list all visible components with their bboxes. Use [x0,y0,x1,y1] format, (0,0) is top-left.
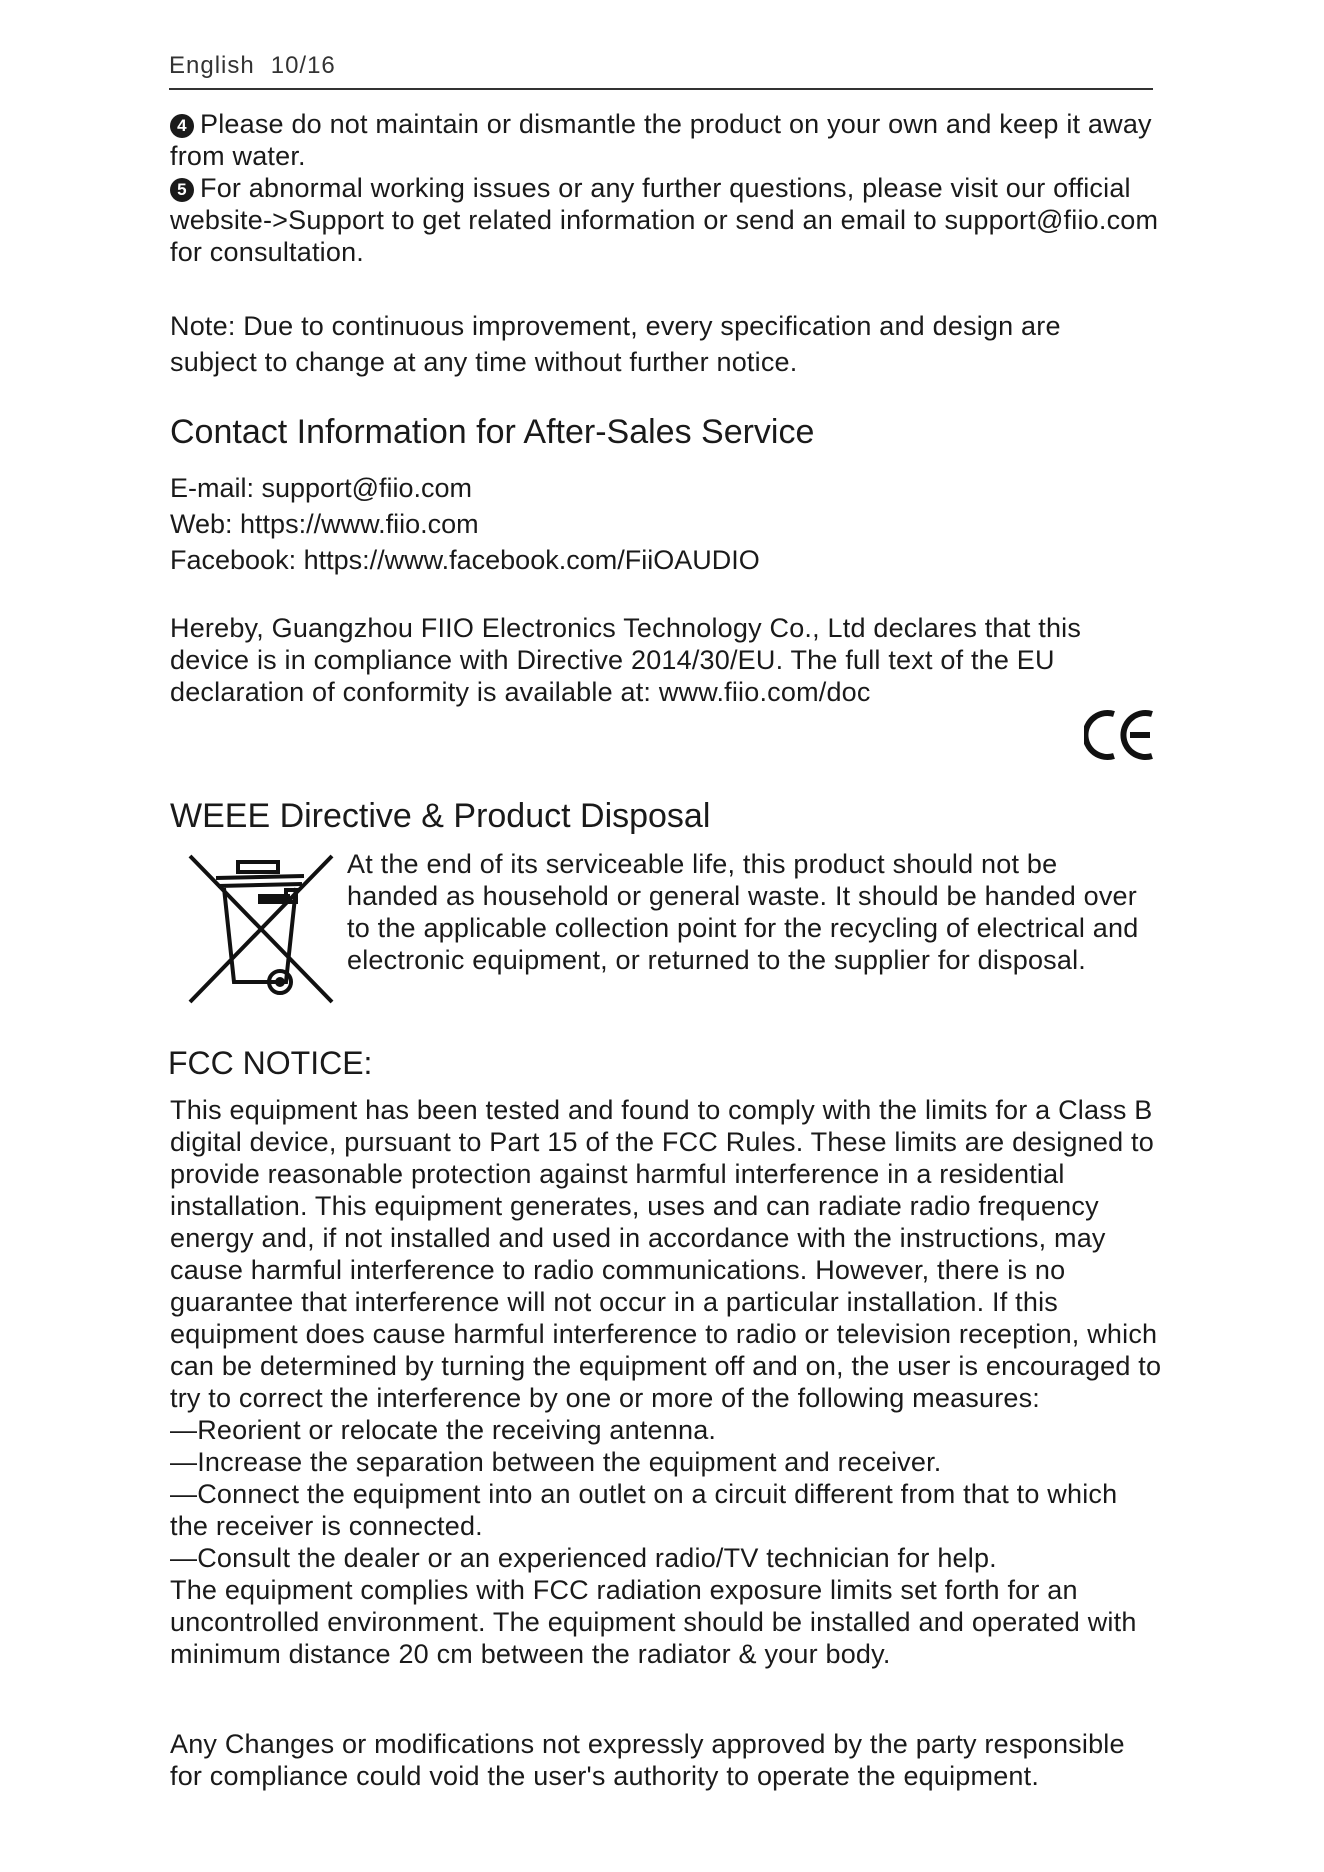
header-page-number: 10/16 [270,52,336,79]
fcc-changes-warning: Any Changes or modifications not expressly approved by the party responsible for compliance could void the user's authority to operate the equipment. [170,1729,1125,1791]
fcc-measure-2: —Increase the separation between the equipment and receiver. [170,1447,942,1477]
note-text-4: Please do not maintain or dismantle the product on your own and keep it away from water. [170,109,1152,171]
fcc-measure-3: —Connect the equipment into an outlet on a circuit different from that to which the receiver is connected. [170,1479,1118,1541]
fcc-measure-4: —Consult the dealer or an experienced radio/TV technician for help. [170,1543,997,1573]
note-item-5 [170,172,1160,268]
eu-declaration: Hereby, Guangzhou FIIO Electronics Technology Co., Ltd declares that this device is in compliance with Directive 2014/30/EU. The full text of the EU declaration of conformity is available at: www.fiio.com/doc [170,613,1082,707]
contact-section-title: Contact Information for After-Sales Service [170,413,815,451]
contact-facebook: Facebook: https://www.facebook.com/FiiOAUDIO [170,545,760,575]
number-5-badge: 5 [170,178,194,202]
number-4-badge: 4 [170,114,194,138]
fcc-measure-1: —Reorient or relocate the receiving antenna. [170,1415,717,1445]
fcc-intro: This equipment has been tested and found to comply with the limits for a Class B digital device, pursuant to Part 15 of the FCC Rules. These limits are designed to provide reasonable protection against harmful interference in a residential installation. This equipment generates, uses and can radiate radio frequency energy and, if not installed and used in accordance with the instructions, may cause harmful interference to radio communications. However, there is no guarantee that interference will not occur in a particular installation. If this equipment does cause harmful interference to radio or television reception, which can be determined by turning the equipment off and on, the user is encouraged to try to correct the interference by one or more of the following measures: [170,1095,1162,1413]
header-language: English [169,52,255,79]
crossed-bin-icon [186,852,336,1006]
notes-list [170,108,1160,268]
weee-section-title: WEEE Directive & Product Disposal [170,797,711,835]
contact-email: E-mail: support@fiio.com [170,473,472,503]
ce-mark-icon [1084,708,1156,762]
contact-info [170,470,1160,578]
fcc-radiation-statement: The equipment complies with FCC radiation exposure limits set forth for an uncontrolled environment. The equipment should be installed and operated with minimum distance 20 cm between the radiator & your body. [170,1575,1137,1669]
note-text-5: For abnormal working issues or any further questions, please visit our official website->Support to get related information or send an email to support@fiio.com for consultation. [170,173,1159,267]
fcc-body [170,1094,1162,1670]
page-header [169,52,1153,90]
note-item-4 [170,108,1160,172]
contact-web: Web: https://www.fiio.com [170,509,479,539]
change-notice: Note: Due to continuous improvement, every specification and design are subject to change at any time without further notice. [170,311,1061,377]
fcc-section-title: FCC NOTICE: [168,1045,373,1081]
weee-description: At the end of its serviceable life, this product should not be handed as household or general waste. It should be handed over to the applicable collection point for the recycling of electrical and electronic equipment, or returned to the supplier for disposal. [347,849,1139,975]
